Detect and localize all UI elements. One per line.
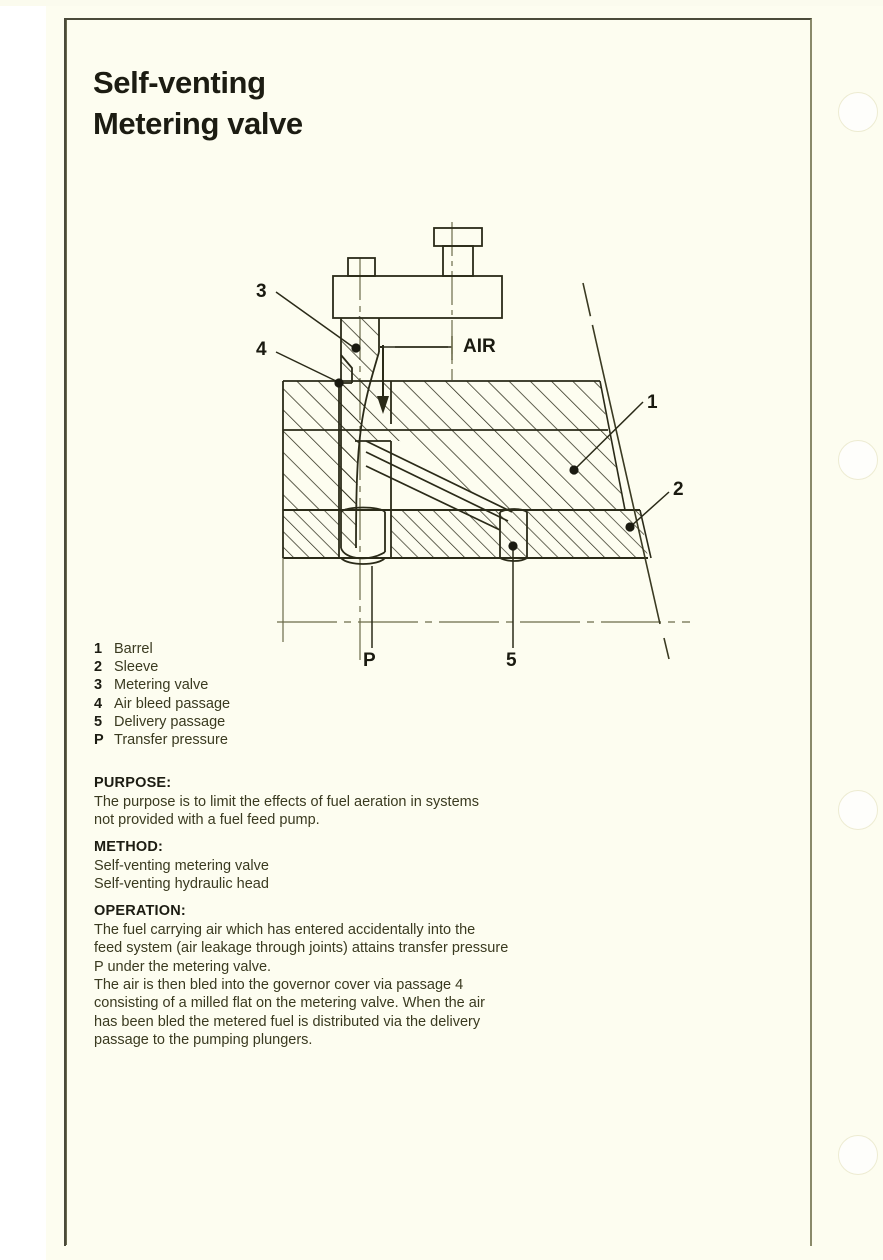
operation-line: passage to the pumping plungers. (94, 1031, 313, 1048)
diagram-callout-2: 2 (673, 479, 684, 500)
diagram-callout-3: 3 (256, 281, 267, 302)
legend-label: Sleeve (114, 659, 159, 676)
legend-item (94, 640, 394, 658)
operation-line: P under the metering valve. (94, 958, 272, 975)
operation-line: has been bled the metered fuel is distributed via the delivery (94, 1013, 481, 1030)
legend-label: Air bleed passage (114, 695, 231, 712)
title-line-2: Metering valve (93, 106, 303, 142)
legend-label: Metering valve (114, 677, 209, 694)
diagram-callout-4: 4 (256, 339, 267, 360)
legend-item (94, 658, 394, 676)
diagram-callout-1: 1 (647, 392, 658, 413)
legend-key: 2 (94, 659, 103, 676)
legend-label: Barrel (114, 641, 153, 657)
diagram-callout-p: P (363, 650, 376, 671)
diagram-label-air: AIR (463, 336, 496, 357)
method-section (94, 839, 614, 894)
legend-key: 5 (94, 713, 103, 730)
operation-line: The fuel carrying air which has entered accidentally into the (94, 922, 476, 938)
operation-heading: OPERATION: (94, 903, 186, 919)
purpose-line: not provided with a fuel feed pump. (94, 812, 320, 829)
purpose-line: The purpose is to limit the effects of fuel aeration in systems (94, 794, 479, 810)
method-line: Self-venting hydraulic head (94, 876, 269, 893)
legend-label: Delivery passage (114, 713, 226, 730)
legend-key: 1 (94, 641, 103, 657)
legend-label: Transfer pressure (114, 731, 228, 748)
legend-item (94, 713, 394, 731)
legend-item (94, 676, 394, 694)
operation-line: The air is then bled into the governor cover via passage 4 (94, 976, 464, 993)
title-line-1: Self-venting (93, 65, 266, 100)
legend-key: 4 (94, 695, 103, 712)
legend-key: 3 (94, 677, 103, 694)
purpose-section (94, 775, 614, 830)
diagram-callout-5: 5 (506, 650, 517, 671)
legend-item (94, 695, 394, 713)
legend-key: P (94, 731, 104, 748)
operation-section (94, 903, 614, 1049)
operation-line: feed system (air leakage through joints) attains transfer pressure (94, 940, 509, 957)
method-heading: METHOD: (94, 839, 164, 855)
legend-list (94, 640, 394, 749)
operation-line: consisting of a milled flat on the metering valve. When the air (94, 995, 485, 1012)
purpose-heading: PURPOSE: (94, 775, 172, 791)
method-line: Self-venting metering valve (94, 858, 269, 874)
legend-item (94, 731, 394, 749)
